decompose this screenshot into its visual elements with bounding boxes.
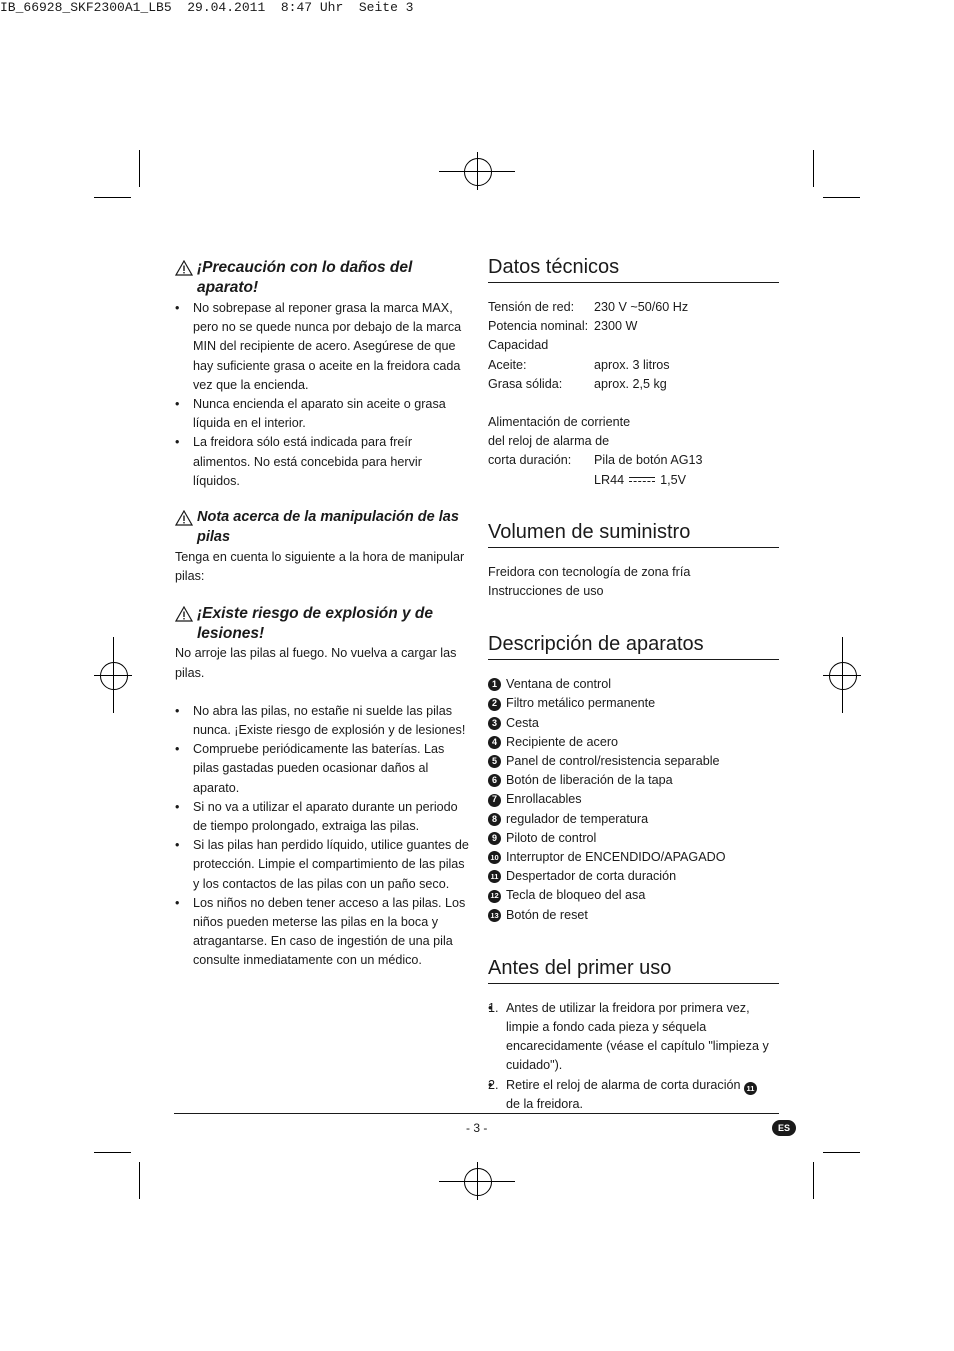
warning-title: ¡Existe riesgo de explosión y de lesiones!: [197, 605, 434, 642]
warning-bullets: [175, 299, 470, 491]
page-number: - 3 -: [466, 1121, 488, 1135]
number-badge: • 9: [488, 832, 501, 845]
section-heading: Antes del primer uso: [488, 956, 779, 984]
spec-key: Potencia nominal:: [488, 319, 589, 334]
list-item: • 11 Despertador de corta duración: [488, 867, 779, 886]
list-item: • 6 Botón de liberación de la tapa: [488, 771, 779, 790]
spec-value: aprox. 3 litros: [594, 357, 670, 372]
spec-key: corta duración:: [488, 453, 572, 468]
warning-heading: [175, 258, 470, 297]
spec-row: [488, 298, 779, 317]
number-badge: • 3: [488, 717, 501, 730]
paragraph: No arroje las pilas al fuego. No vuelva a cargar las pilas.: [175, 646, 457, 680]
language-badge: ES: [772, 1120, 796, 1136]
spec-key: Capacidad: [488, 338, 549, 353]
spec-key: Aceite:: [488, 357, 527, 372]
list-item: • 7 Enrollacables: [488, 790, 779, 809]
warning-title: Nota acerca de la manipulación de las pilas: [197, 509, 459, 545]
list-item: Instrucciones de uso: [488, 584, 604, 599]
number-badge: • 6: [488, 774, 501, 787]
registration-circle: [829, 662, 857, 690]
number-badge: • 1: [488, 678, 501, 691]
parts-list: [488, 675, 779, 925]
number-badge: • 11: [488, 870, 501, 883]
crop-mark: [139, 1162, 140, 1199]
power-line: Alimentación de corriente: [488, 415, 631, 430]
section-heading: Datos técnicos: [488, 255, 779, 283]
spec-key: Tensión de red:: [488, 300, 575, 314]
spec-row: [488, 451, 779, 470]
number-badge: • 10: [488, 851, 501, 864]
registration-circle: [464, 1168, 492, 1196]
spec-row: [488, 471, 779, 490]
list-item: • 5 Panel de control/resistencia separable: [488, 752, 779, 771]
spec-value: 2300 W: [594, 319, 638, 334]
list-item: • 8 regulador de temperatura: [488, 810, 779, 829]
list-item: • 1. Antes de utilizar la freidora por primera vez, limpie a fondo cada pieza y séquela encarecidamente (véase el capítulo "limpieza y cuidado").: [488, 999, 779, 1076]
section-heading: Volumen de suministro: [488, 520, 779, 548]
list-item: • 9 Piloto de control: [488, 829, 779, 848]
spec-value: 230 V ~50/60 Hz: [594, 300, 689, 314]
spec-value: LR44 1,5V: [594, 472, 687, 487]
crop-mark: [823, 1152, 860, 1153]
list-item: Freidora con tecnología de zona fría: [488, 564, 691, 579]
list-item: • 1 Ventana de control: [488, 675, 779, 694]
list-item: • 13 Botón de reset: [488, 906, 779, 925]
number-badge: • 7: [488, 794, 501, 807]
section-heading: Descripción de aparatos: [488, 632, 779, 660]
list-item: • Si las pilas han perdido líquido, utilice guantes de protección. Limpie el compartimiento de las pilas y los contactos de las pilas con un paño seco.: [175, 836, 470, 894]
warning-heading: [175, 508, 470, 547]
number-badge: • 4: [488, 736, 501, 749]
spec-row: [488, 356, 779, 375]
registration-circle: [464, 158, 492, 186]
crop-mark: [813, 1162, 814, 1199]
direct-current-icon: [629, 476, 655, 484]
warning-heading: [175, 604, 470, 643]
list-item: • 2. Retire el reloj de alarma de corta duración 11 de la freidora.: [488, 1076, 779, 1114]
list-item: • La freidora sólo está indicada para freír alimentos. No está concebida para hervir líquidos.: [175, 433, 470, 491]
spec-row: [488, 336, 779, 355]
right-column: [488, 255, 779, 1114]
list-item: • 4 Recipiente de acero: [488, 733, 779, 752]
spec-row: [488, 375, 779, 394]
list-item: • Si no va a utilizar el aparato durante un periodo de tiempo prolongado, extraiga las pilas.: [175, 798, 470, 836]
crop-mark: [94, 1152, 131, 1153]
warning-triangle-icon: [175, 606, 197, 628]
crop-mark: [813, 150, 814, 187]
list-item: • 12 Tecla de bloqueo del asa: [488, 886, 779, 905]
warning-bullets: [175, 702, 470, 971]
number-badge: 11: [744, 1082, 757, 1095]
registration-circle: [100, 662, 128, 690]
list-item: • No sobrepase al reponer grasa la marca MAX, pero no se quede nunca por debajo de la marca MIN del recipiente de acero. Asegúrese de que hay suficiente grasa o aceite en la freidora cada vez que la encienda.: [175, 299, 470, 395]
list-item: • 2 Filtro metálico permanente: [488, 694, 779, 713]
spec-value: Pila de botón AG13: [594, 453, 703, 468]
number-badge: • 13: [488, 909, 501, 922]
power-line: del reloj de alarma de: [488, 434, 610, 449]
spec-table: [488, 298, 779, 394]
supply-list: [488, 563, 779, 601]
warning-triangle-icon: [175, 510, 197, 532]
crop-mark: [139, 150, 140, 187]
list-item: • No abra las pilas, no estañe ni suelde las pilas nunca. ¡Existe riesgo de explosión y de lesiones!: [175, 702, 470, 740]
footer-rule: [174, 1113, 779, 1114]
print-header: IB_66928_SKF2300A1_LB5 29.04.2011 8:47 Uhr Seite 3: [0, 0, 414, 15]
paragraph: Tenga en cuenta lo siguiente a la hora de manipular pilas:: [175, 550, 465, 584]
spec-key: Grasa sólida:: [488, 376, 563, 391]
number-badge: • 8: [488, 813, 501, 826]
list-item: • 3 Cesta: [488, 714, 779, 733]
spec-value: aprox. 2,5 kg: [594, 376, 667, 391]
list-item: • Los niños no deben tener acceso a las pilas. Los niños pueden meterse las pilas en la boca y atragantarse. En caso de ingestión de una pila consulte inmediatamente con un médico.: [175, 894, 470, 971]
warning-triangle-icon: [175, 260, 197, 282]
number-badge: • 2: [488, 698, 501, 711]
crop-mark: [823, 197, 860, 198]
power-supply: [488, 413, 779, 490]
number-badge: • 12: [488, 890, 501, 903]
warning-title: ¡Precaución con lo daños del aparato!: [197, 259, 413, 296]
list-item: • Nunca encienda el aparato sin aceite o grasa líquida en el interior.: [175, 395, 470, 433]
crop-mark: [94, 197, 131, 198]
steps-list: [488, 999, 779, 1114]
left-column: [175, 258, 470, 971]
list-item: • 10 Interruptor de ENCENDIDO/APAGADO: [488, 848, 779, 867]
number-badge: • 5: [488, 755, 501, 768]
list-item: • Compruebe periódicamente las baterías. Las pilas gastadas pueden ocasionar daños al aparato.: [175, 740, 470, 798]
spec-row: [488, 317, 779, 336]
